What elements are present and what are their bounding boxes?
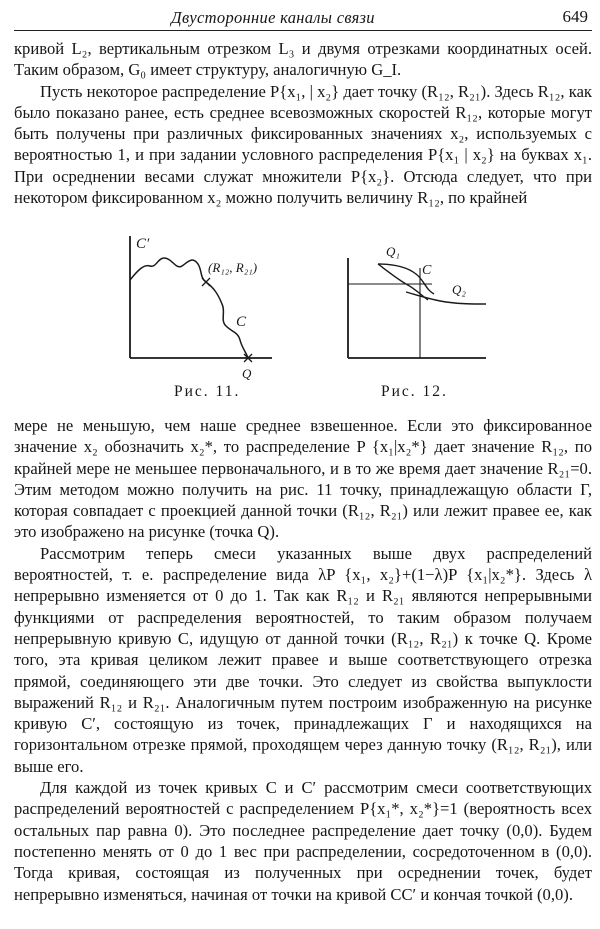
- fig11-label-point: (R₁₂, R₂₁): [208, 260, 258, 275]
- fig12-label-q2: Q₂: [452, 282, 466, 297]
- fig11-curve-c-prime: [130, 258, 206, 282]
- figures-row: [110, 228, 510, 408]
- fig12-curve-q2: [406, 292, 486, 304]
- text-block-bottom: [14, 415, 592, 905]
- fig12-label-q1: Q₁: [386, 244, 400, 259]
- paragraph: Пусть некоторое распределение P{x₁, | x₂} дает точку (R₁₂, R₂₁). Здесь R₁₂, как было показано ранее, есть среднее всевозможных скоростей R₁₂, которые могут быть получены при различных фиксированных значениях x₂, используемых с вероятностью 1, и при задании условного распределения P{x₁ | x₂} на буквах x₁. При осреднении весами служат множители P{x₂}. Отсюда следует, что при некотором фиксированном x₂ можно получить величину R₁₂, по крайней: [14, 81, 592, 208]
- fig11-caption: Рис. 11.: [174, 383, 241, 400]
- fig11-label-c: C: [236, 314, 247, 330]
- fig12-label-c: C: [422, 263, 432, 278]
- fig11-label-c-prime: C′: [136, 236, 150, 252]
- page-number: 649: [562, 7, 588, 26]
- fig11-point-mark: [202, 278, 210, 286]
- text-block-top: [14, 38, 592, 208]
- fig12-caption: Рис. 12.: [381, 383, 448, 400]
- paragraph: кривой L₂, вертикальным отрезком L₃ и двумя отрезками координатных осей. Таким образом, G₀ имеет структуру, аналогичную G_I.: [14, 39, 592, 80]
- paragraph: Рассмотрим теперь смеси указанных выше двух распределений вероятностей, т. е. распределение вида λP {x₁, x₂}+(1−λ)P {x₁|x₂*}. Здесь λ непрерывно изменяется от 0 до 1. Так как R₁₂ и R₂₁ являются непрерывными функциями от распределения вероятностей, то таким образом получаем непрерывную кривую C, идущую от данной точки (R₁₂, R₂₁) к точке Q. Кроме того, эта кривая целиком лежит правее и выше соответствующего отрезка прямой, соединяющего эти две точки. Это следует из свойства выпуклости выражений R₁₂ и R₂₁. Аналогичным путем построим изображенную на рисунке кривую C′, состоящую из точек, принадлежащих Г и находящихся на горизонтальном отрезке прямой, проходящем через данную точку (R₁₂, R₂₁), или выше его.: [14, 543, 592, 776]
- figure-12: [348, 258, 486, 358]
- paragraph: Для каждой из точек кривых C и C′ рассмотрим смеси соответствующих распределений вероятностей с распределением P{x₁*, x₂*}=1 (вероятность всех остальных пар равна 0). Это последнее распределение дает точку (0,0). Будем постепенно менять от 0 до 1 вес при распределении, сосредоточенном в (0,0). Тогда кривая, состоящая из полученных при осреднении точек, будет непрерывно изменяться, начиная от точки на кривой CC′ и кончая точкой (0,0).: [14, 778, 592, 904]
- fig11-label-q: Q: [242, 366, 252, 381]
- running-title: Двусторонние каналы связи: [171, 8, 375, 27]
- figure-11: [130, 236, 272, 362]
- paragraph: мере не меньшую, чем наше среднее взвешенное. Если это фиксированное значение x₂ обозначить x₂*, то распределение P {x₁|x₂*} дает значение R₁₂, по крайней мере не меньшее первоначального, и в то же время дает значение R₂₁=0. Этим методом можно получить на рис. 11 точку, принадлежащую области Г, которая совпадает с проекцией данной точки (R₁₂, R₂₁) или лежит правее ее, как это изображено на рисунке (точка Q).: [14, 416, 592, 542]
- running-header: [14, 4, 592, 31]
